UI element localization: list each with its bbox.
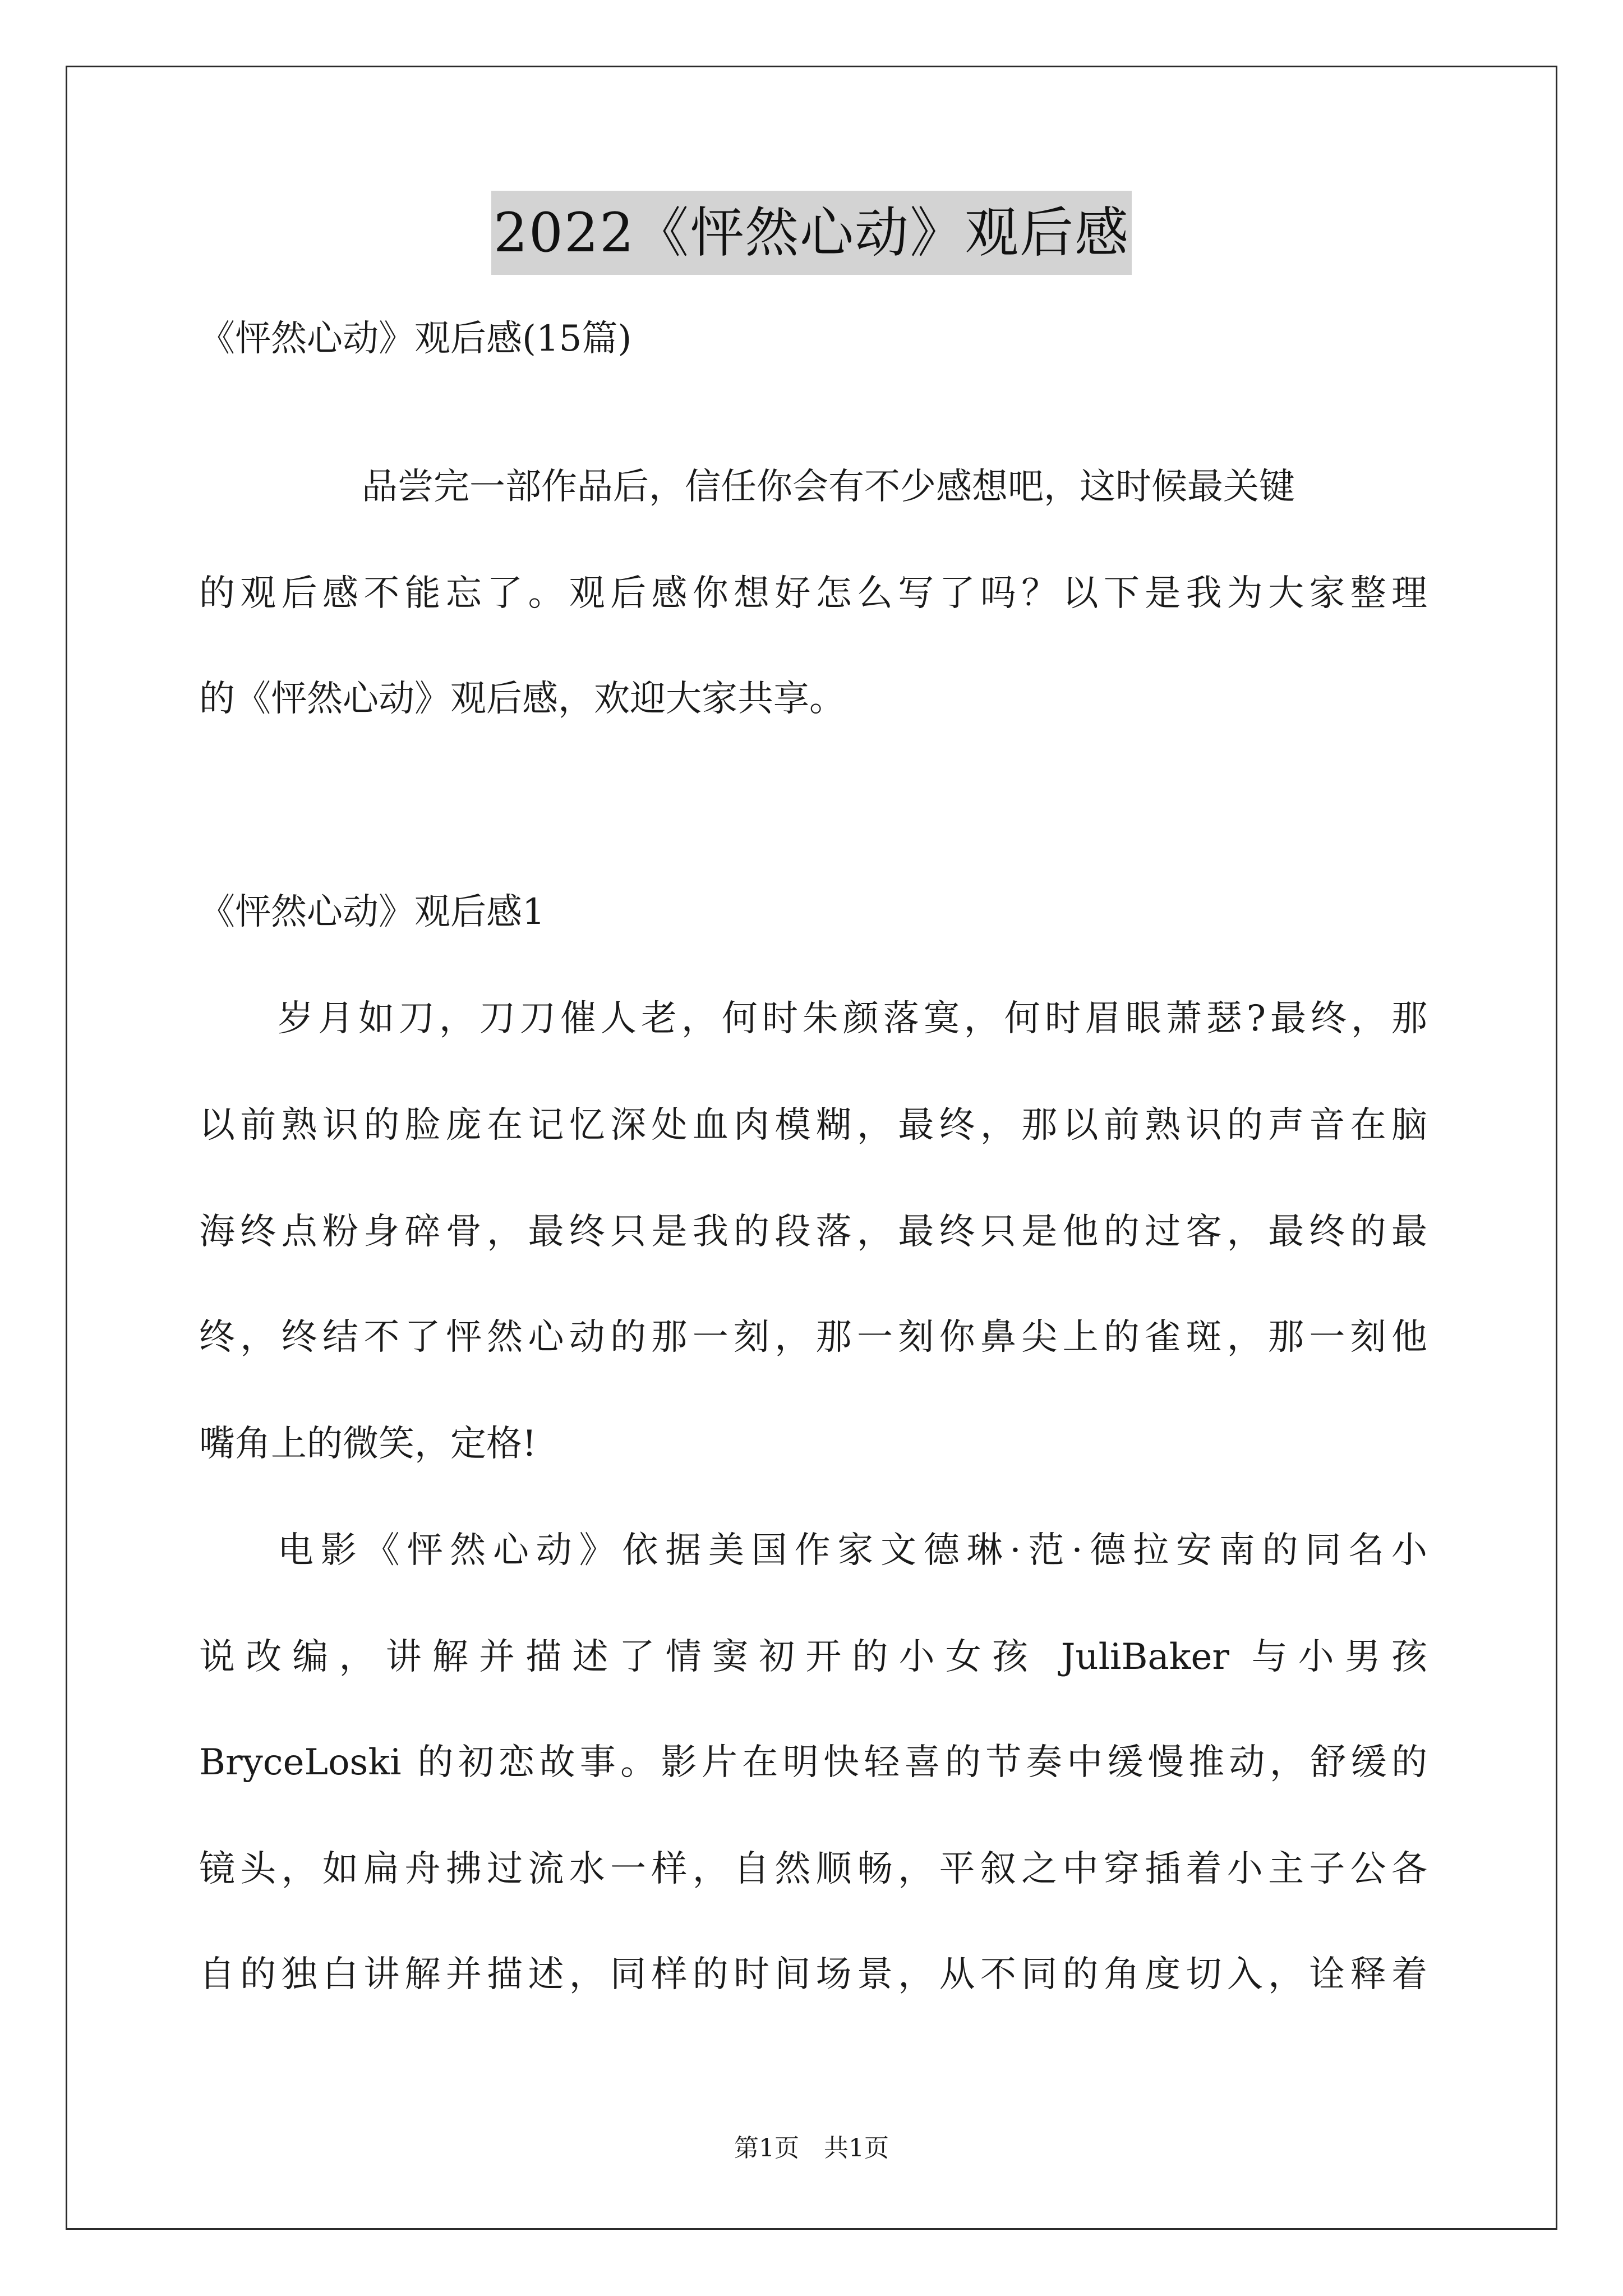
paragraph-line: 镜头，如扁舟拂过流水一样，自然顺畅，平叙之中穿插着小主子公各 bbox=[199, 1848, 1427, 1890]
paragraph-line: 说改编，讲解并描述了情窦初开的小女孩 JuliBaker 与小男孩 bbox=[199, 1636, 1427, 1678]
intro-line: 品尝完一部作品后，信任你会有不少感想吧，这时候最关键 bbox=[362, 466, 1295, 508]
document-subtitle: 《怦然心动》观后感(15篇) bbox=[199, 318, 632, 360]
paragraph-line: 嘴角上的微笑，定格! bbox=[199, 1423, 537, 1465]
paragraph-line: 岁月如刀，刀刀催人老，何时朱颜落寞，何时眉眼萧瑟?最终，那 bbox=[278, 998, 1427, 1039]
section-heading: 《怦然心动》观后感1 bbox=[199, 891, 545, 933]
paragraph-line: 自的独白讲解并描述，同样的时间场景，从不同的角度切入，诠释着 bbox=[199, 1954, 1427, 1995]
document-title: 2022《怦然心动》观后感 bbox=[491, 191, 1132, 275]
intro-line: 的观后感不能忘了。观后感你想好怎么写了吗？以下是我为大家整理 bbox=[199, 573, 1427, 614]
page-footer: 第1页 共1页 bbox=[734, 2134, 889, 2162]
paragraph-line: 终，终结不了怦然心动的那一刻，那一刻你鼻尖上的雀斑，那一刻他 bbox=[199, 1317, 1427, 1358]
paragraph-line: 海终点粉身碎骨，最终只是我的段落，最终只是他的过客，最终的最 bbox=[199, 1211, 1427, 1253]
paragraph-line: 以前熟识的脸庞在记忆深处血肉模糊，最终，那以前熟识的声音在脑 bbox=[199, 1105, 1427, 1146]
paragraph-line: BryceLoski 的初恋故事。影片在明快轻喜的节奏中缓慢推动，舒缓的 bbox=[199, 1742, 1427, 1783]
paragraph-line: 电影《怦然心动》依据美国作家文德琳·范·德拉安南的同名小 bbox=[278, 1530, 1427, 1571]
title-container bbox=[0, 191, 1623, 275]
intro-line: 的《怦然心动》观后感，欢迎大家共享。 bbox=[199, 678, 845, 720]
